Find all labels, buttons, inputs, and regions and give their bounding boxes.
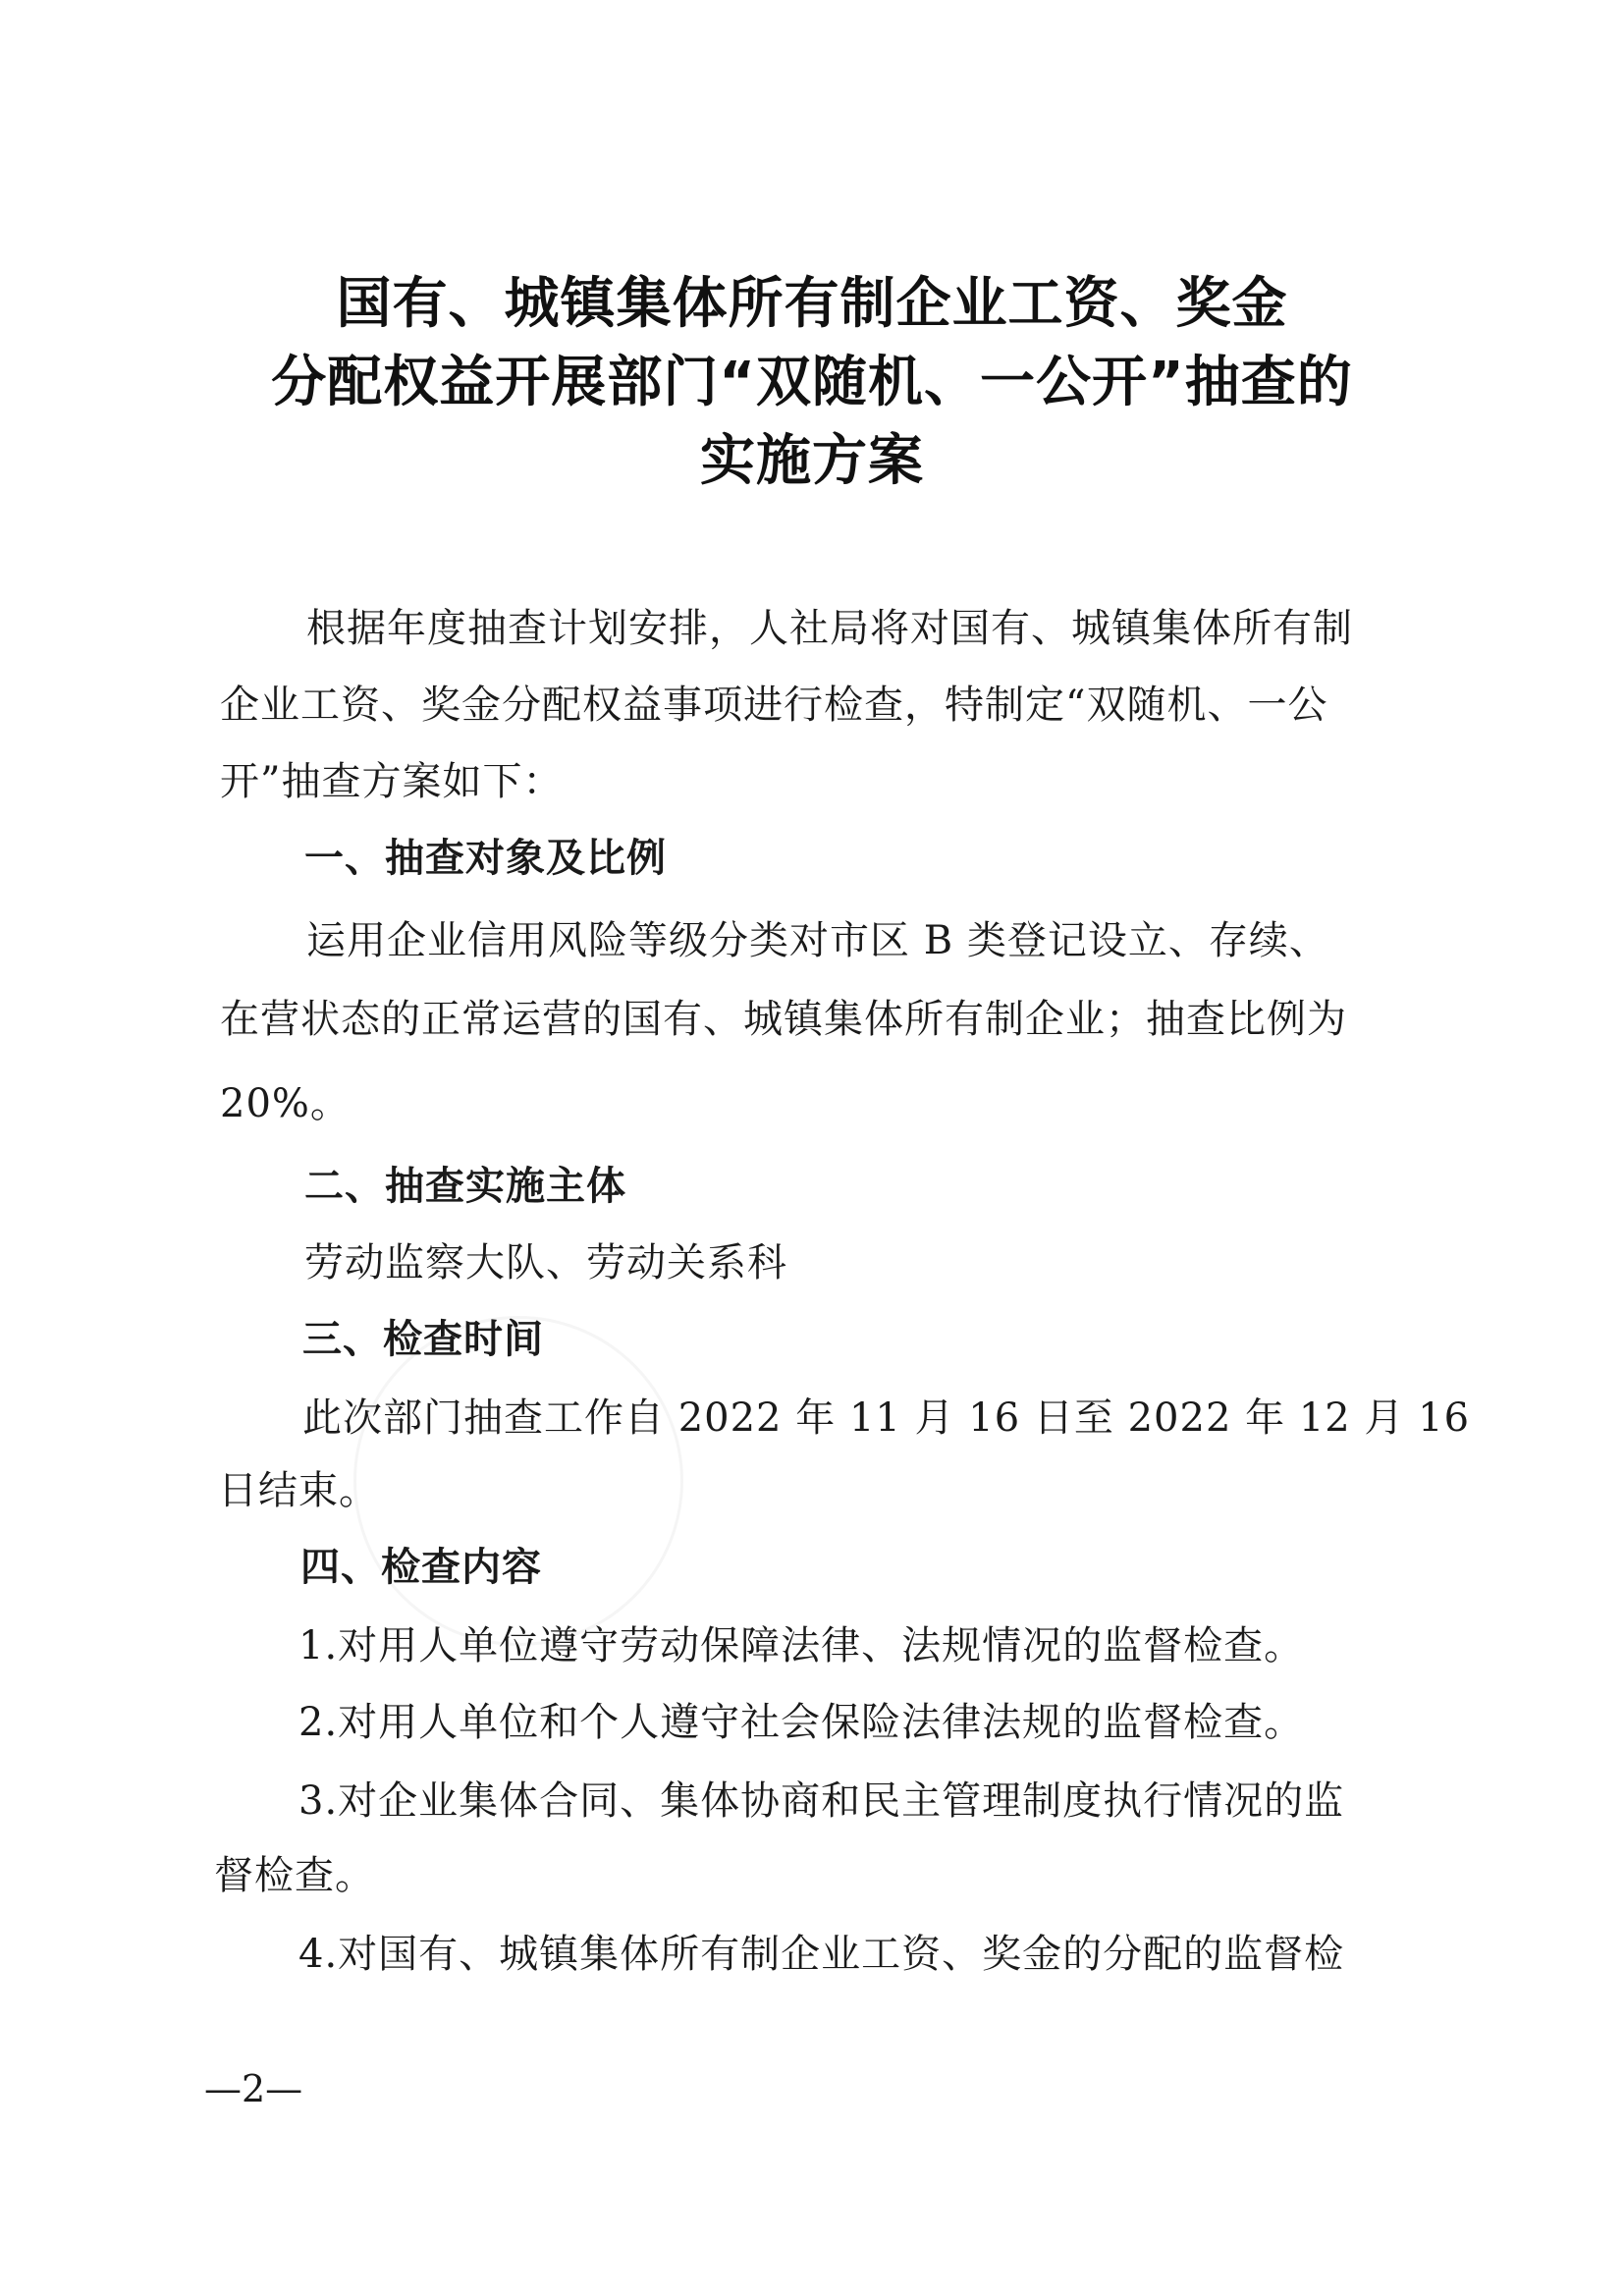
- section-3-heading: 三、检查时间: [302, 1317, 544, 1362]
- section-2-line-1: 劳动监察大队、劳动关系科: [304, 1240, 787, 1285]
- page-number: —2—: [204, 2067, 303, 2110]
- document-title-line-2: 分配权益开展部门“双随机、一公开”抽查的: [271, 351, 1353, 414]
- section-3-line-2: 日结束。: [218, 1468, 379, 1513]
- intro-line-2: 企业工资、奖金分配权益事项进行检查，特制定“双随机、一公: [220, 683, 1328, 728]
- document-title-line-1: 国有、城镇集体所有制企业工资、奖金: [336, 272, 1288, 336]
- document-title-line-3: 实施方案: [700, 429, 924, 493]
- intro-line-1: 根据年度抽查计划安排，人社局将对国有、城镇集体所有制: [306, 606, 1353, 651]
- section-1-line-2: 在营状态的正常运营的国有、城镇集体所有制企业；抽查比例为: [220, 997, 1347, 1042]
- section-2-heading: 二、抽查实施主体: [304, 1164, 626, 1209]
- section-1-heading: 一、抽查对象及比例: [304, 836, 667, 881]
- section-4-heading: 四、检查内容: [300, 1545, 542, 1590]
- section-4-item-4-line-1: 4.对国有、城镇集体所有制企业工资、奖金的分配的监督检: [298, 1932, 1345, 1977]
- section-4-item-3-line-2: 督检查。: [214, 1853, 375, 1898]
- section-1-line-3: 20%。: [220, 1081, 351, 1126]
- intro-line-3: 开”抽查方案如下：: [220, 759, 564, 804]
- section-4-item-1: 1.对用人单位遵守劳动保障法律、法规情况的监督检查。: [298, 1623, 1305, 1668]
- section-4-item-2: 2.对用人单位和个人遵守社会保险法律法规的监督检查。: [298, 1700, 1305, 1745]
- section-3-line-1: 此次部门抽查工作自 2022 年 11 月 16 日至 2022 年 12 月 16: [302, 1395, 1471, 1441]
- section-4-item-3-line-1: 3.对企业集体合同、集体协商和民主管理制度执行情况的监: [298, 1778, 1345, 1824]
- section-1-line-1: 运用企业信用风险等级分类对市区 B 类登记设立、存续、: [306, 918, 1329, 963]
